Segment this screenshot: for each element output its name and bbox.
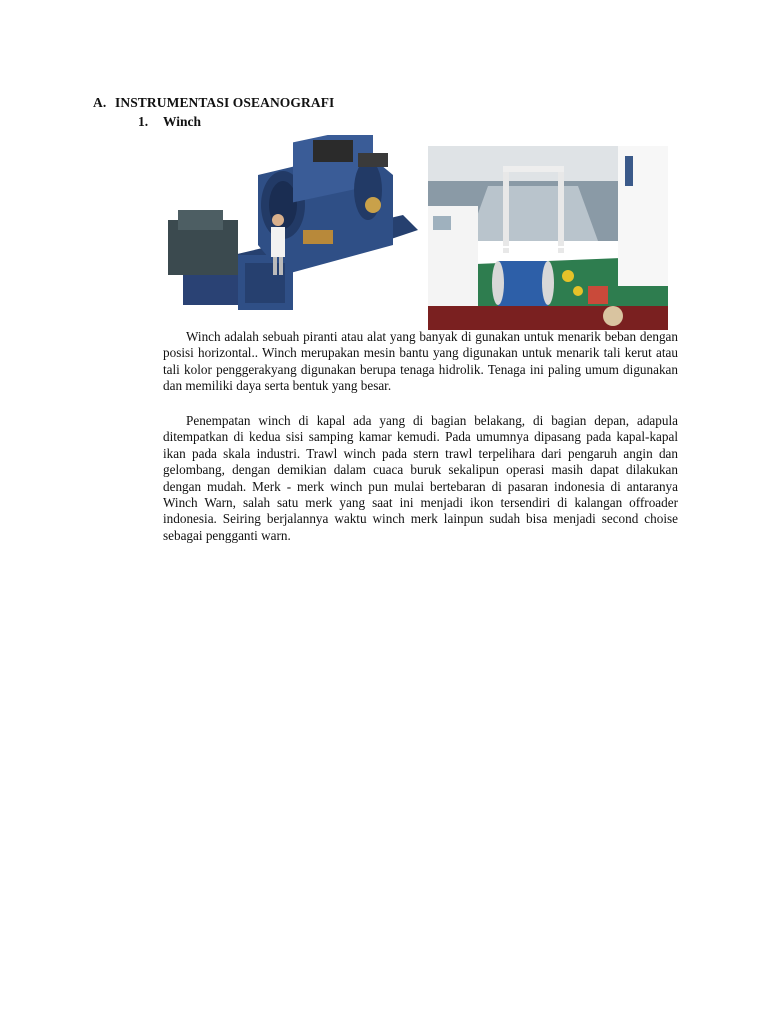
ship-deck-illustration: [428, 146, 668, 330]
subsection-marker: 1.: [138, 114, 149, 129]
section-title: INSTRUMENTASI OSEANOGRAFI: [115, 95, 335, 110]
subsection-title: Winch: [163, 114, 202, 129]
paragraph-placement: Penempatan winch di kapal ada yang di bagian belakang, di bagian depan, adapula ditempatkan di kedua sisi samping kamar kemudi. Pada umumnya dipasang pada kapal-kapal ikan pada skala industri. Trawl winch pada stern trawl terpelihara dari pengaruh angin dan gelombang, dengan demikian dalam cuaca buruk sekalipun operasi masih dapat dilakukan dengan mudah. Merk - merk winch pun mulai bertebaran di pasaran indonesia di antaranya Winch Warn, salah satu merk yang saat ini menjadi ikon tersendiri di kalangan offroader indonesia. Seiring berjalannya waktu winch merk lainpun sudah bisa menjadi second choise sebagai pengganti warn.: [163, 413, 678, 543]
ship-deck-winch-photo: [428, 146, 668, 330]
subsection-heading: [138, 114, 201, 130]
section-heading: [93, 95, 334, 111]
paragraph-definition: Winch adalah sebuah piranti atau alat yang banyak di gunakan untuk menarik beban dengan posisi horizontal.. Winch merupakan mesin bantu yang digunakan untuk menarik tali kerut atau tali kolor penggerakyang digunakan berupa tenaga hidrolik. Tenaga ini paling umum digunakan dan memiliki daya serta bentuk yang besar.: [163, 329, 678, 394]
section-marker: A.: [93, 95, 107, 110]
winch-machine-illustration: [163, 135, 423, 330]
winch-machine-photo: [163, 135, 423, 330]
